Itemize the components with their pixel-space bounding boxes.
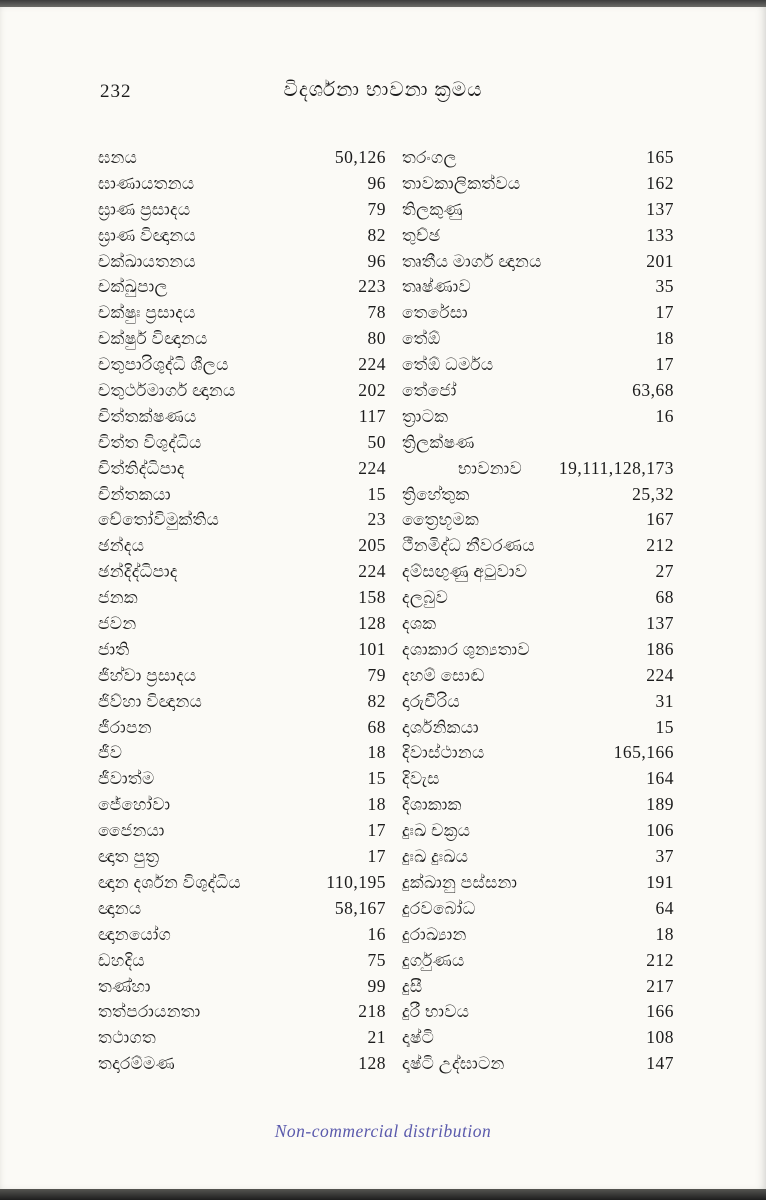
index-row — [402, 352, 674, 378]
entry-term: තාවකාලිකත්වය — [402, 173, 521, 193]
entry-page-number: 223 — [358, 276, 386, 297]
index-row — [98, 585, 386, 611]
index-row — [98, 456, 386, 482]
entry-page-number: 16 — [655, 405, 674, 426]
page-number: 232 — [100, 81, 132, 102]
scan-edge-top — [0, 0, 766, 7]
entry-term: ජාති — [98, 639, 130, 659]
index-row — [98, 715, 386, 741]
entry-term: ඝනය — [98, 148, 138, 167]
entry-page-number: 205 — [358, 535, 386, 556]
index-row — [402, 611, 674, 637]
entry-page-number: 79 — [367, 198, 386, 219]
entry-page-number: 137 — [646, 613, 674, 634]
entry-page-number: 18 — [367, 794, 386, 815]
entry-term: ඥානයෝග — [98, 924, 172, 944]
index-row — [98, 999, 386, 1025]
index-row — [402, 456, 674, 482]
page-header — [0, 79, 766, 109]
index-row — [402, 637, 674, 663]
entry-term: ජෛනයා — [98, 821, 165, 841]
entry-term: ත්‍රෛභූමක — [402, 510, 480, 530]
entry-page-number: 15 — [655, 716, 674, 737]
index-row — [98, 870, 386, 896]
entry-page-number: 23 — [367, 509, 386, 530]
index-row — [402, 326, 674, 352]
index-row — [402, 145, 674, 171]
index-row — [402, 507, 674, 533]
entry-term: චේතෝවිමුක්තිය — [98, 510, 220, 530]
index-row — [402, 689, 674, 715]
entry-page-number: 108 — [646, 1027, 674, 1048]
book-page — [0, 7, 766, 1189]
entry-page-number: 96 — [367, 250, 386, 271]
entry-page-number: 82 — [367, 690, 386, 711]
entry-page-number: 31 — [655, 690, 674, 711]
entry-term: තණ්හා — [98, 976, 151, 996]
index-row — [98, 663, 386, 689]
index-row — [402, 585, 674, 611]
index-row — [402, 715, 674, 741]
index-row — [98, 300, 386, 326]
entry-term: දෘෂ්ටි උද්ඝාටන — [402, 1054, 505, 1074]
index-row — [98, 171, 386, 197]
entry-term: චිත්ත විශුද්ධිය — [98, 432, 202, 452]
index-row — [402, 740, 674, 766]
entry-term: තිලකුණු — [402, 199, 463, 219]
entry-term: දුරාඛ්‍යාන — [402, 924, 467, 944]
entry-page-number: 96 — [367, 172, 386, 193]
entry-term: තරංගල — [402, 148, 457, 167]
entry-page-number: 18 — [655, 923, 674, 944]
index-row — [402, 922, 674, 948]
index-left-column — [98, 145, 386, 1077]
entry-term: චතුපාරිශුද්ධි ශීලය — [98, 355, 229, 375]
entry-page-number: 162 — [646, 172, 674, 193]
entry-term: තෘෂ්ණාව — [402, 277, 472, 297]
entry-page-number: 186 — [646, 638, 674, 659]
index-row — [402, 300, 674, 326]
entry-page-number: 224 — [358, 354, 386, 375]
entry-term: තථාගත — [98, 1028, 157, 1048]
entry-page-number: 218 — [358, 1001, 386, 1022]
entry-term: තදාරම්මණ — [98, 1054, 175, 1074]
entry-page-number: 17 — [367, 846, 386, 867]
entry-term: දහම් සොඬ — [402, 665, 485, 685]
entry-term: දුර්ගුණය — [402, 950, 465, 970]
index-row — [98, 326, 386, 352]
page-title: විදර්ශනා භාවනා ක්‍රමය — [283, 79, 483, 101]
index-row — [98, 274, 386, 300]
entry-term: දාරුචීරිය — [402, 691, 460, 711]
entry-term: ජිහ්වා ප්‍රසාදය — [98, 665, 197, 685]
entry-term: ඝාණායතනය — [98, 173, 195, 193]
entry-term: චින්තකයා — [98, 484, 171, 504]
index-row — [402, 792, 674, 818]
index-row — [402, 1051, 674, 1077]
entry-page-number: 18 — [367, 742, 386, 763]
index-row — [402, 197, 674, 223]
entry-page-number: 167 — [646, 509, 674, 530]
entry-term: ජීවාත්ම — [98, 769, 155, 789]
entry-term: තෙරේසා — [402, 303, 468, 323]
index-row — [98, 378, 386, 404]
entry-term: චක්ෂුඃ ප්‍රසාදය — [98, 303, 196, 323]
index-row — [98, 1051, 386, 1077]
entry-page-number: 212 — [646, 949, 674, 970]
entry-page-number: 137 — [646, 198, 674, 219]
entry-page-number: 201 — [646, 250, 674, 271]
entry-page-number: 80 — [367, 328, 386, 349]
index-row — [402, 533, 674, 559]
entry-term: ඝ්‍රාණ ප්‍රසාදය — [98, 199, 191, 219]
index-row — [402, 404, 674, 430]
entry-page-number: 50 — [367, 431, 386, 452]
entry-term: භාවනාව — [458, 458, 523, 478]
entry-page-number: 17 — [655, 354, 674, 375]
entry-page-number: 79 — [367, 664, 386, 685]
entry-term: තේඕ ධර්මය — [402, 355, 494, 375]
entry-term: තේජෝ — [402, 381, 457, 401]
entry-term: ත්‍රාටක — [402, 406, 449, 426]
index-row — [402, 223, 674, 249]
entry-term: දිවාස්ථානය — [402, 743, 485, 763]
entry-page-number: 82 — [367, 224, 386, 245]
entry-term: ජීව — [98, 743, 123, 763]
entry-term: ජවන — [98, 614, 137, 634]
index-row — [98, 766, 386, 792]
entry-page-number: 68 — [367, 716, 386, 737]
index-row — [98, 844, 386, 870]
index-row — [402, 844, 674, 870]
entry-page-number: 202 — [358, 380, 386, 401]
entry-page-number: 21 — [367, 1027, 386, 1048]
entry-term: දුඃඛ චක්‍රය — [402, 821, 471, 841]
entry-page-number: 64 — [655, 897, 674, 918]
index-row — [98, 974, 386, 1000]
entry-page-number: 27 — [655, 561, 674, 582]
index-columns — [98, 145, 674, 1077]
index-right-column — [402, 145, 674, 1077]
entry-term: ත්‍රිහේතුක — [402, 484, 470, 504]
entry-term: ජේහෝවා — [98, 795, 171, 815]
entry-page-number: 212 — [646, 535, 674, 556]
entry-page-number: 75 — [367, 949, 386, 970]
entry-term: චක්ඛුපාල — [98, 277, 168, 297]
index-row — [98, 792, 386, 818]
index-row — [402, 818, 674, 844]
entry-page-number: 106 — [646, 820, 674, 841]
entry-page-number: 17 — [655, 302, 674, 323]
entry-page-number: 224 — [358, 561, 386, 582]
entry-term: චක්ෂුර් විඥානය — [98, 329, 208, 349]
entry-page-number: 164 — [646, 768, 674, 789]
entry-page-number: 50,126 — [334, 147, 386, 167]
entry-term: ජීරාපන — [98, 717, 152, 737]
index-row — [402, 1025, 674, 1051]
index-row — [98, 352, 386, 378]
entry-term: දශක — [402, 614, 437, 634]
entry-term: ඥානය — [98, 898, 142, 918]
entry-page-number: 110,195 — [326, 871, 386, 892]
entry-page-number: 15 — [367, 483, 386, 504]
entry-page-number: 147 — [646, 1053, 674, 1074]
entry-page-number: 16 — [367, 923, 386, 944]
index-row — [402, 274, 674, 300]
entry-term: ඩහදිය — [98, 950, 145, 970]
entry-page-number: 63,68 — [632, 380, 674, 401]
index-row — [98, 507, 386, 533]
entry-page-number: 78 — [367, 302, 386, 323]
entry-term: දිවැස — [402, 769, 440, 789]
entry-page-number: 18 — [655, 328, 674, 349]
index-row — [98, 482, 386, 508]
entry-term: ඡන්දය — [98, 536, 145, 556]
index-row — [98, 145, 386, 171]
index-row — [402, 249, 674, 275]
index-row — [402, 559, 674, 585]
entry-term: දශාකාර ශුන්‍යතාව — [402, 639, 530, 659]
index-row — [402, 663, 674, 689]
entry-page-number: 166 — [646, 1001, 674, 1022]
entry-page-number: 117 — [358, 405, 386, 426]
entry-term: චතුර්ථමාර්ග ඥානය — [98, 381, 236, 401]
entry-term: තත්පරායනතා — [98, 1002, 201, 1022]
index-row — [98, 948, 386, 974]
index-row — [402, 766, 674, 792]
entry-page-number: 128 — [358, 1053, 386, 1074]
entry-page-number: 189 — [646, 794, 674, 815]
index-row — [402, 482, 674, 508]
entry-page-number: 101 — [358, 638, 386, 659]
index-row — [402, 378, 674, 404]
index-row — [98, 533, 386, 559]
entry-page-number: 68 — [655, 587, 674, 608]
entry-term: දුරී භාවය — [402, 1002, 470, 1022]
index-row — [98, 249, 386, 275]
index-row — [402, 896, 674, 922]
entry-term: චක්ඛායතනය — [98, 251, 196, 271]
entry-term: දම්සඟුණු අටුවාව — [402, 562, 528, 582]
entry-page-number: 19,111,128,173 — [558, 457, 674, 478]
entry-page-number: 224 — [646, 664, 674, 685]
entry-page-number: 158 — [358, 587, 386, 608]
index-row — [402, 974, 674, 1000]
index-row — [98, 689, 386, 715]
entry-term: දුරවබෝධ — [402, 898, 476, 918]
entry-term: දලබුව — [402, 588, 449, 608]
index-row — [402, 870, 674, 896]
entry-page-number: 128 — [358, 613, 386, 634]
entry-page-number: 15 — [367, 768, 386, 789]
entry-term: ථීනමිද්ධ නීවරණය — [402, 536, 535, 556]
entry-page-number: 25,32 — [632, 483, 674, 504]
scan-edge-bottom — [0, 1189, 766, 1200]
entry-page-number: 224 — [358, 457, 386, 478]
index-row — [98, 197, 386, 223]
entry-page-number: 165 — [646, 147, 674, 167]
entry-term: චිත්තිද්ධිපාද — [98, 458, 185, 478]
entry-page-number: 37 — [655, 846, 674, 867]
entry-term: චිත්තක්ෂණය — [98, 406, 197, 426]
entry-page-number: 35 — [655, 276, 674, 297]
entry-term: තෘතීය මාර්ග ඥානය — [402, 251, 542, 271]
entry-page-number: 133 — [646, 224, 674, 245]
index-row — [98, 611, 386, 637]
index-row — [98, 404, 386, 430]
entry-term: දුසී — [402, 976, 423, 996]
index-row — [98, 559, 386, 585]
index-row — [98, 637, 386, 663]
entry-term: දාර්ශනිකයා — [402, 717, 479, 737]
entry-term: තුච්ඡ — [402, 225, 441, 245]
entry-term: ඡන්දිද්ධිපාද — [98, 562, 178, 582]
entry-term: දුඃඛ දුඃඛය — [402, 847, 469, 867]
entry-term: දිශාකාක — [402, 795, 462, 815]
entry-page-number: 58,167 — [334, 897, 386, 918]
index-row — [98, 922, 386, 948]
entry-page-number: 99 — [367, 975, 386, 996]
index-row — [98, 430, 386, 456]
entry-term: දෘෂ්ටි — [402, 1028, 435, 1048]
entry-page-number: 217 — [646, 975, 674, 996]
entry-page-number: 191 — [646, 871, 674, 892]
index-row — [98, 1025, 386, 1051]
index-row — [98, 740, 386, 766]
entry-term: ඥාත පුත්‍ර — [98, 847, 160, 867]
index-row — [98, 896, 386, 922]
entry-term: ජිව්හා විඥානය — [98, 691, 203, 711]
index-row — [402, 999, 674, 1025]
watermark-text: Non-commercial distribution — [274, 1121, 492, 1141]
entry-term: ඝ්‍රාණ විඥානය — [98, 225, 196, 245]
entry-page-number: 165,166 — [613, 742, 674, 763]
index-row — [98, 818, 386, 844]
entry-term: ජනක — [98, 588, 139, 608]
index-row — [98, 223, 386, 249]
entry-term: දුක්ඛානු පස්සනා — [402, 872, 518, 892]
index-row — [402, 171, 674, 197]
entry-term: ඥාන දර්ශන විශුද්ධිය — [98, 872, 241, 892]
index-row — [402, 430, 674, 456]
entry-page-number: 17 — [367, 820, 386, 841]
index-row — [402, 948, 674, 974]
entry-term: තේඕ — [402, 329, 441, 349]
entry-term: ත්‍රිලක්ෂණ — [402, 432, 475, 452]
